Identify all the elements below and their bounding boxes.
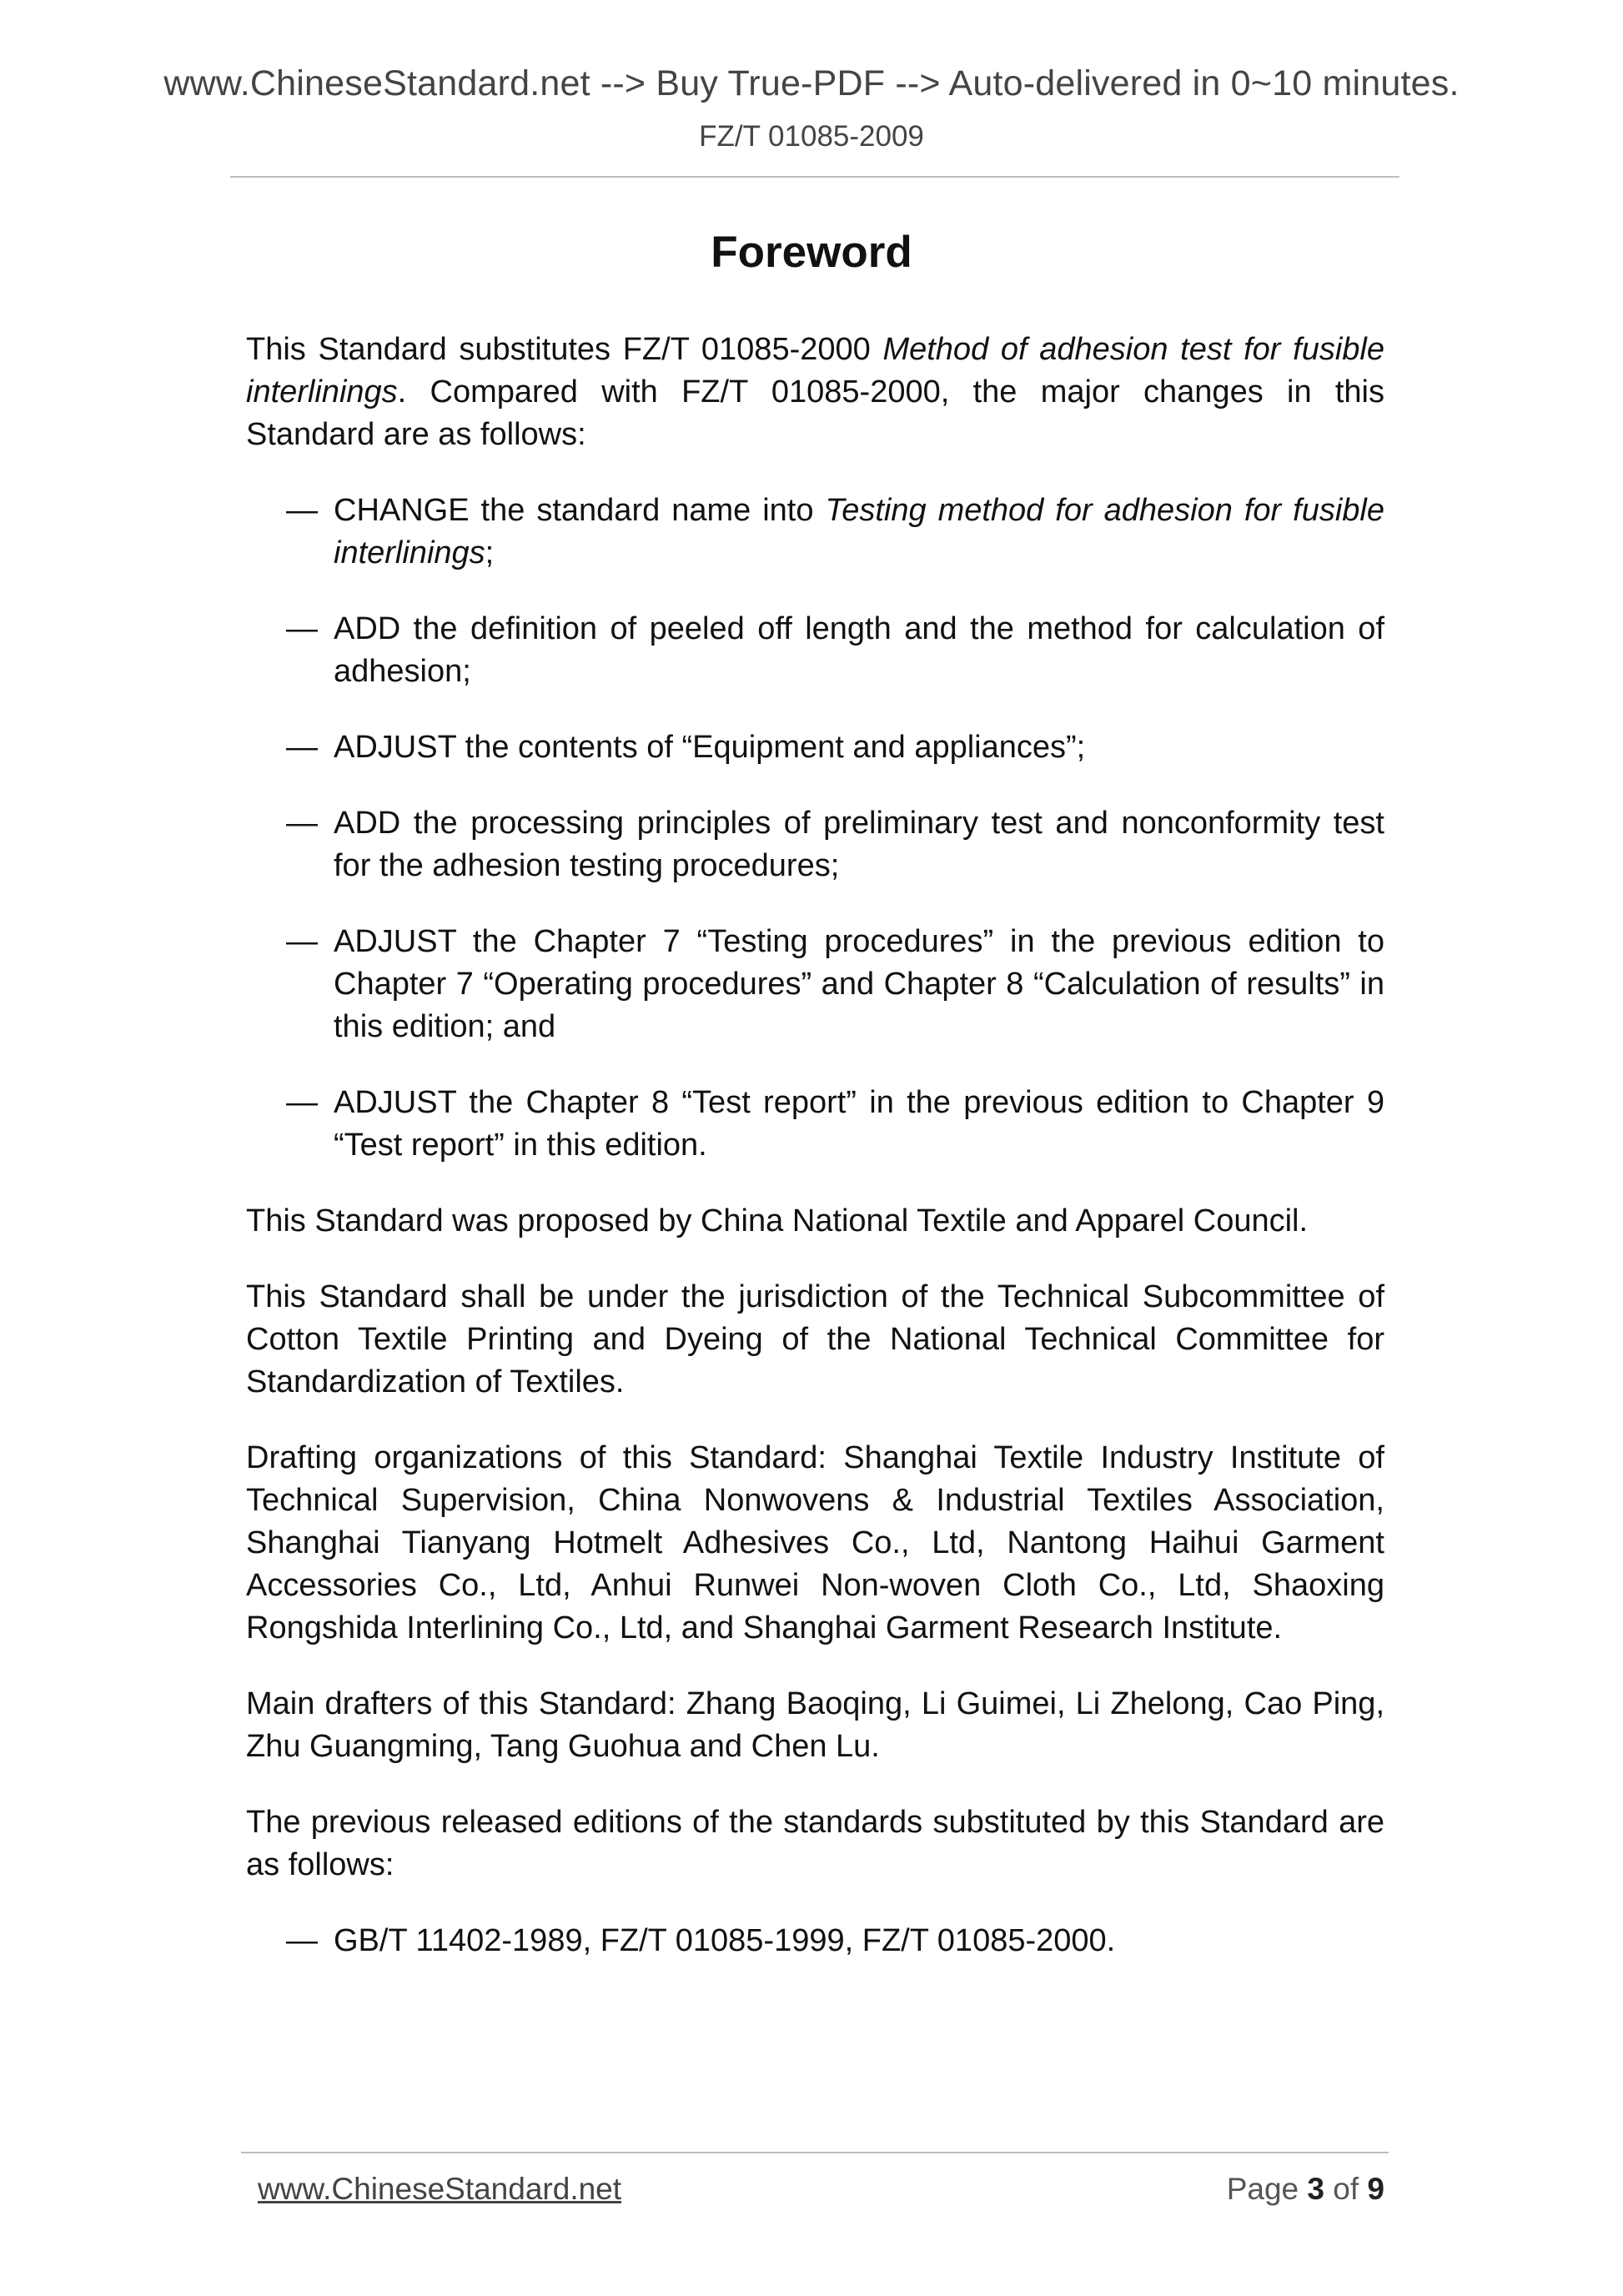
change-text: ADJUST the Chapter 7 “Testing procedures” in the previous edition to Chapter 7 “Operating procedures” and Chapter 8 “Calculation of results” in this edition; and (334, 924, 1384, 1044)
dash-marker: — (286, 1085, 318, 1120)
dash-marker: — (286, 924, 318, 959)
change-lead: CHANGE the standard name into (334, 493, 826, 528)
change-text: ADD the processing principles of preliminary test and nonconformity test for the adhesion testing procedures; (334, 806, 1384, 883)
previous-editions-text: GB/T 11402-1989, FZ/T 01085-1999, FZ/T 01085-2000. (334, 1923, 1116, 1958)
change-new-title: Testing method for adhesion for fusible interlinings (334, 493, 1384, 570)
dash-marker: — (286, 611, 318, 646)
dash-marker: — (286, 1923, 318, 1958)
page-of: of (1324, 2172, 1368, 2206)
header-divider (230, 176, 1399, 178)
page-prefix: Page (1226, 2172, 1308, 2206)
change-item (246, 608, 1384, 693)
change-text: ADJUST the Chapter 8 “Test report” in the previous edition to Chapter 9 “Test report” in this edition. (334, 1085, 1384, 1163)
intro-old-title: Method of adhesion test for fusible interlinings (246, 332, 1384, 409)
change-item (246, 802, 1384, 887)
jurisdiction-paragraph: This Standard shall be under the jurisdiction of the Technical Subcommittee of Cotton Textile Printing and Dyeing of the National Technical Committee for Standardization of Textiles. (246, 1279, 1384, 1399)
proposed-paragraph: This Standard was proposed by China National Textile and Apparel Council. (246, 1203, 1309, 1238)
previous-editions-intro: The previous released editions of the standards substituted by this Standard are as follows: (246, 1805, 1384, 1882)
foreword-body (246, 329, 1384, 1996)
total-pages-number: 9 (1367, 2172, 1384, 2206)
page-indicator (1227, 2172, 1384, 2207)
standard-code: FZ/T 01085-2009 (699, 120, 924, 153)
header-banner: www.ChineseStandard.net --> Buy True-PDF --> Auto-delivered in 0~10 minutes. (163, 63, 1460, 103)
dash-marker: — (286, 493, 318, 528)
footer-divider (241, 2152, 1389, 2153)
change-text: ADD the definition of peeled off length and the method for calculation of adhesion; (334, 611, 1384, 689)
change-tail: ; (485, 535, 495, 570)
change-item (246, 1082, 1384, 1167)
dash-marker: — (286, 806, 318, 841)
change-item (246, 726, 1384, 769)
intro-paragraph (246, 329, 1384, 456)
previous-editions-item (246, 1920, 1384, 1962)
drafting-organizations-paragraph: Drafting organizations of this Standard: Shanghai Textile Industry Institute of Technical Supervision, China Nonwovens & Industrial Textiles Association, Shanghai Tianyang Hotmelt Adhesives Co., Ltd, Nantong Haihui Garment Accessories Co., Ltd, Anhui Runwei Non-woven Cloth Co., Ltd, Shaoxing Rongshida Interlining Co., Ltd, and Shanghai Garment Research Institute. (246, 1440, 1384, 1645)
page-title: Foreword (711, 228, 912, 277)
change-text: ADJUST the contents of “Equipment and appliances”; (334, 730, 1086, 765)
current-page-number: 3 (1307, 2172, 1324, 2206)
dash-marker: — (286, 730, 318, 765)
intro-lead: This Standard substitutes FZ/T 01085-2000 (246, 332, 883, 367)
intro-tail: . Compared with FZ/T 01085-2000, the major changes in this Standard are as follows: (246, 374, 1384, 452)
change-item (246, 921, 1384, 1048)
footer-website-link[interactable]: www.ChineseStandard.net (258, 2172, 622, 2206)
change-item (246, 490, 1384, 575)
drafters-paragraph: Main drafters of this Standard: Zhang Baoqing, Li Guimei, Li Zhelong, Cao Ping, Zhu Guangming, Tang Guohua and Chen Lu. (246, 1686, 1384, 1764)
